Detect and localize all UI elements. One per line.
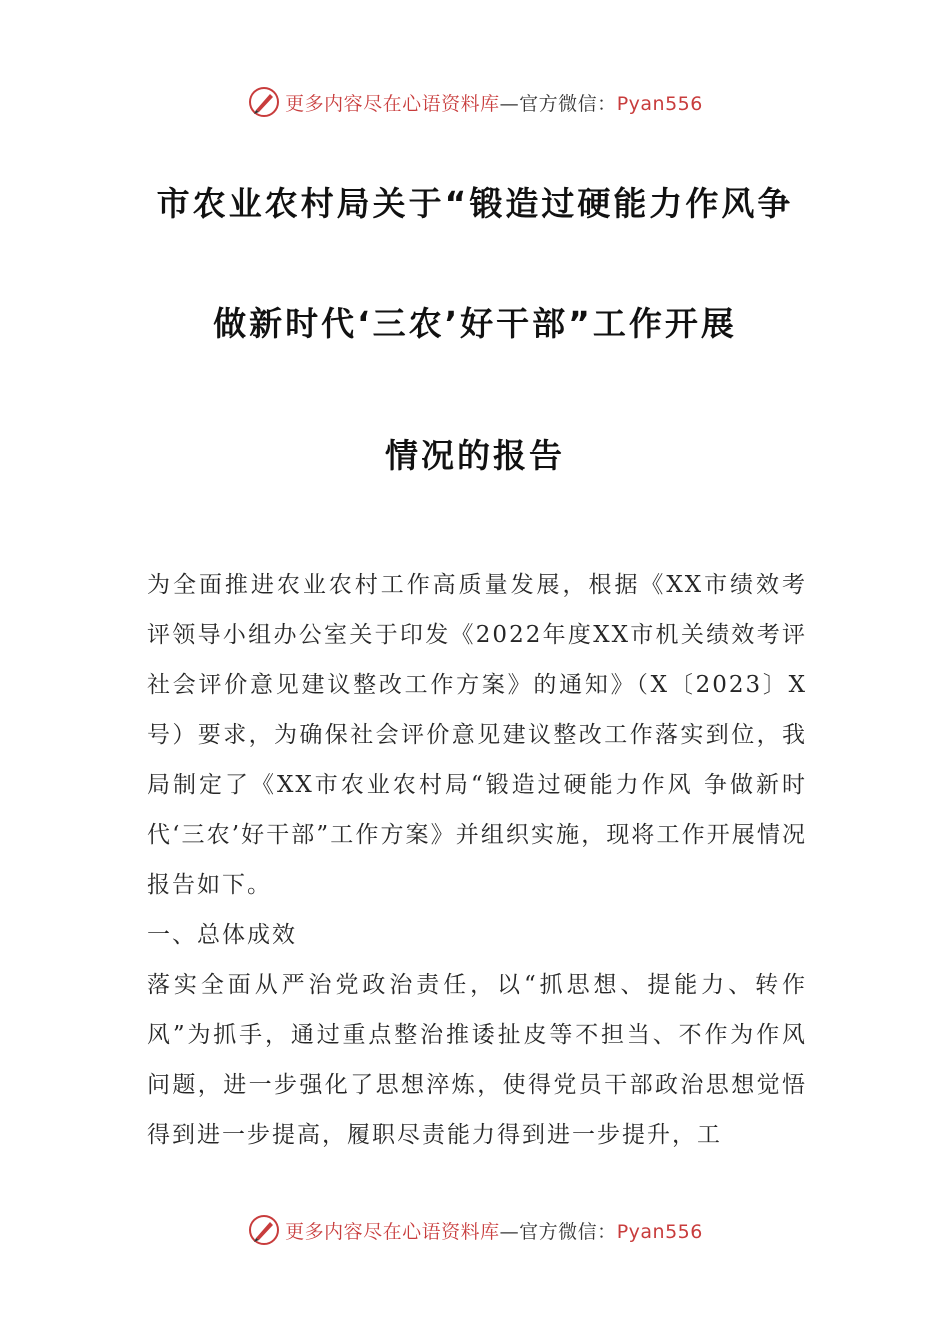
report-title-line-2: 做新时代‘三农’好干部”工作开展 [213, 304, 737, 343]
report-body [147, 560, 807, 1160]
header-watermark [0, 82, 950, 122]
section-paragraph: 落实全面从严治党政治责任，以“抓思想、提能力、转作风”为抓手，通过重点整治推诿扯皮等不担当、不作为作风问题，进一步强化了思想淬炼，使得党员干部政治思想觉悟得到进一步提高，履职尽责能力得到进一步提升，工 [147, 972, 807, 1148]
watermark-text: 更多内容尽在心语资料库—官方微信：Pyan556 [285, 92, 703, 115]
report-title-line-1: 市农业农村局关于“锻造过硬能力作风争 [156, 184, 794, 223]
intro-paragraph: 为全面推进农业农村工作高质量发展，根据《XX市绩效考评领导小组办公室关于印发《2022年度XX市机关绩效考评社会评价意见建议整改工作方案》的通知》（X〔2023〕X号）要求，为确保社会评价意见建议整改工作落实到位，我局制定了《XX市农业农村局“锻造过硬能力作风 争做新时代‘三农’好干部”工作方案》并组织实施，现将工作开展情况报告如下。 [147, 572, 807, 898]
pen-logo-icon [247, 85, 281, 119]
footer-watermark [0, 1210, 950, 1250]
section-heading: 一、总体成效 [147, 922, 297, 948]
pen-logo-icon [247, 1213, 281, 1247]
report-title-line-3: 情况的报告 [385, 436, 565, 475]
watermark-text: 更多内容尽在心语资料库—官方微信：Pyan556 [285, 1220, 703, 1243]
